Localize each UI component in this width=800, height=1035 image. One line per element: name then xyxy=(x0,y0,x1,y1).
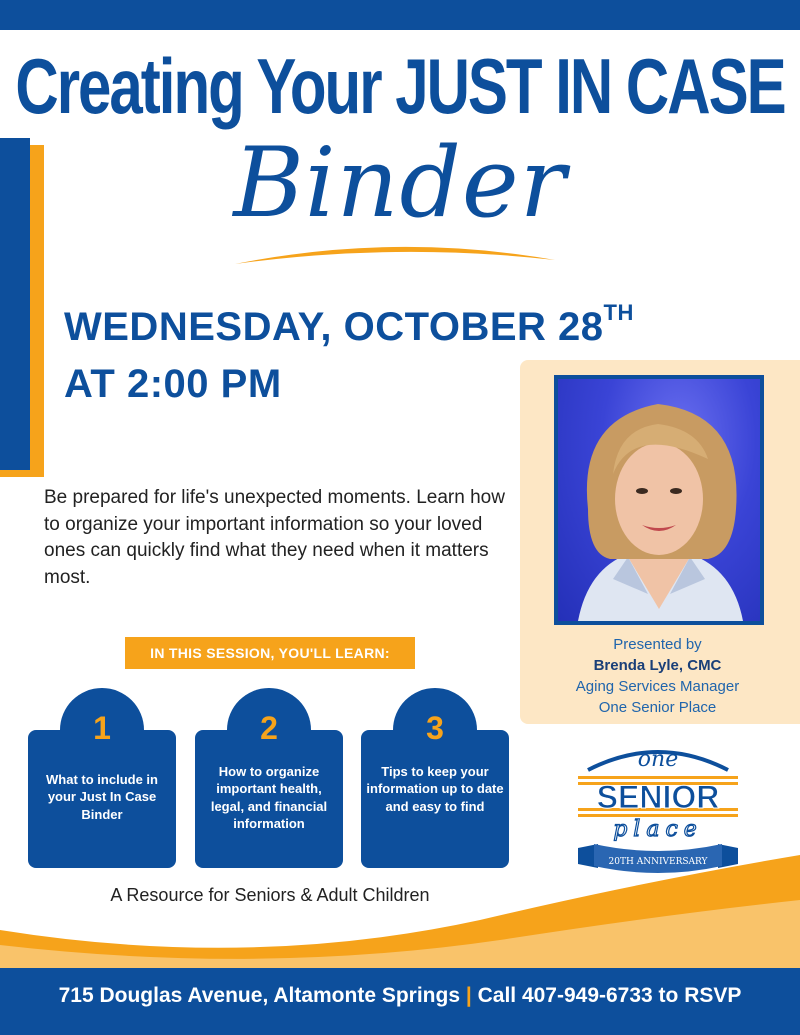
footer-rsvp: Call 407-949-6733 to RSVP xyxy=(477,984,742,1007)
event-description: Be prepared for life's unexpected moments. Learn how to organize your important information so your loved ones can quickly find what they need when it matters most. xyxy=(44,487,505,588)
logo-one-text: one xyxy=(637,747,679,772)
footer-address: 715 Douglas Avenue, Altamonte Springs xyxy=(58,984,461,1007)
event-time: AT 2:00 PM xyxy=(64,362,282,406)
logo-senior-text: SENIOR xyxy=(596,779,720,815)
page-title: Creating Your JUST IN CASE xyxy=(15,42,785,130)
session-card-text: What to include in your Just In Case Binder xyxy=(46,772,158,822)
session-heading-badge: IN THIS SESSION, YOU'LL LEARN: xyxy=(125,637,415,669)
presented-by-label: Presented by xyxy=(613,636,702,653)
title-swoosh xyxy=(230,238,560,268)
logo-place-text: place xyxy=(613,817,703,842)
session-card-text: Tips to keep your information up to date and easy to find xyxy=(366,764,504,814)
footer-separator: | xyxy=(465,984,472,1007)
presenter-portrait-illustration xyxy=(558,379,760,621)
presenter-role: Aging Services Manager xyxy=(575,678,740,695)
left-accent-bar-blue xyxy=(0,138,30,470)
session-card-number: 2 xyxy=(260,710,278,746)
presenter-name: Brenda Lyle, CMC xyxy=(593,657,722,674)
session-card-text: How to organize important health, legal, and financial information xyxy=(210,764,328,831)
logo-anniversary-text: 20TH ANNIVERSARY xyxy=(608,857,708,867)
top-bar xyxy=(0,0,800,30)
session-card-number: 3 xyxy=(426,710,444,746)
title-script-word: Binder xyxy=(233,127,567,239)
presenter-org: One Senior Place xyxy=(598,699,717,716)
presenter-photo xyxy=(558,379,760,621)
footer-contact xyxy=(0,984,800,1008)
event-date-suffix: TH xyxy=(603,300,634,325)
event-date-text: WEDNESDAY, OCTOBER 28 xyxy=(64,305,604,349)
event-date xyxy=(64,300,634,350)
session-card-number: 1 xyxy=(93,710,111,746)
one-senior-place-logo xyxy=(568,740,748,880)
resource-line: A Resource for Seniors & Adult Children xyxy=(110,885,430,905)
